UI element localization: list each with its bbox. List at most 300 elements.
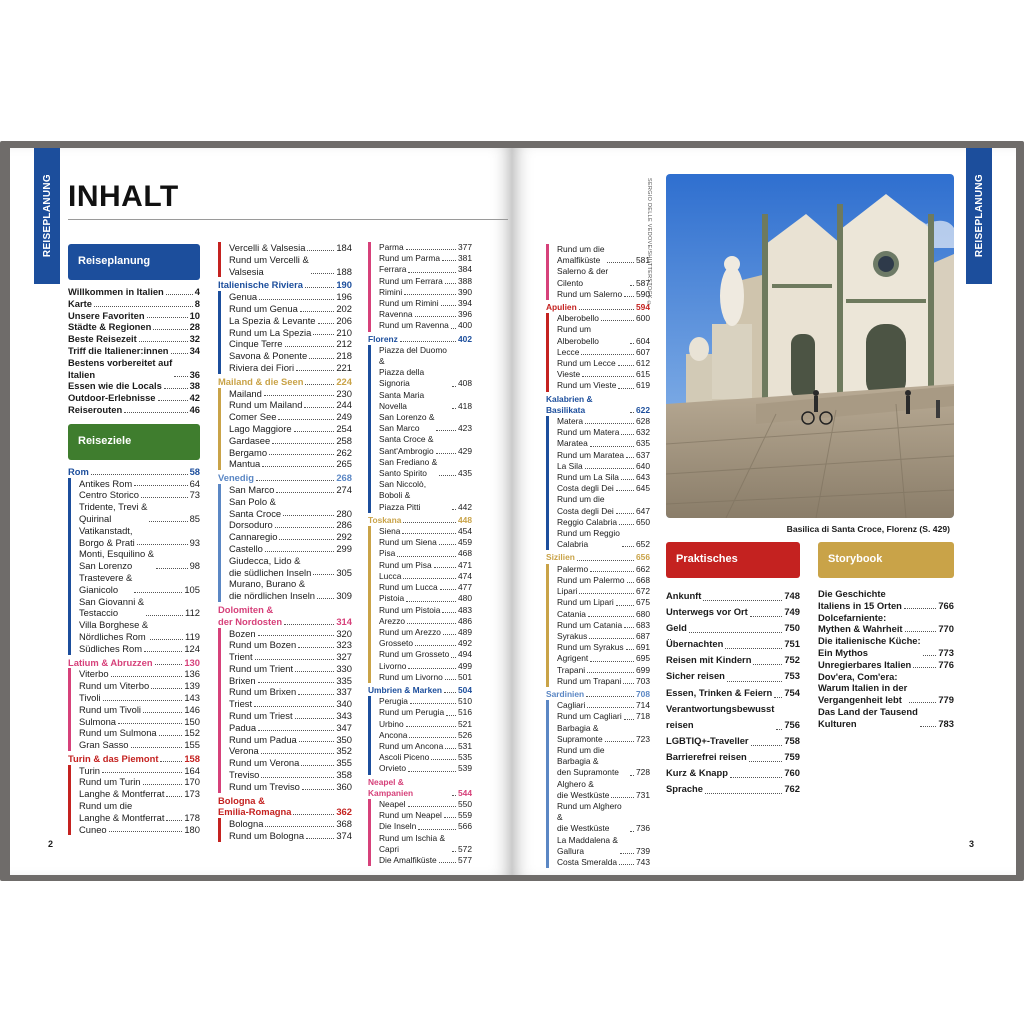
toc-entry-page: 483 <box>458 604 472 615</box>
dot-leader <box>299 741 335 742</box>
dot-leader <box>407 623 456 624</box>
dot-leader <box>623 683 634 684</box>
toc-entry-title: Agrigent <box>557 653 589 664</box>
toc-entry <box>666 749 800 765</box>
dot-leader <box>408 272 456 273</box>
toc-entry-title: Rund um Bologna <box>229 830 305 842</box>
toc-entry-title: Rund um Padua <box>229 733 297 745</box>
dot-leader <box>581 354 634 355</box>
dot-leader <box>402 533 456 534</box>
region-section <box>218 472 352 602</box>
dot-leader <box>300 311 335 312</box>
toc-entry-page: 34 <box>189 344 200 356</box>
toc-entry-page: 468 <box>458 548 472 559</box>
toc-entry-title: Rund um Arezzo <box>379 626 441 637</box>
region-heading <box>218 376 352 388</box>
region-heading <box>68 657 200 669</box>
region-heading-entry <box>546 552 650 563</box>
toc-entry-title: Rund um Salerno <box>557 288 623 299</box>
toc-entry-page: 758 <box>784 734 800 746</box>
toc-entry-title: Trient <box>229 651 253 663</box>
region-heading <box>218 604 352 628</box>
toc-entry-page: 480 <box>458 593 472 604</box>
toc-entry-page: 314 <box>336 615 352 627</box>
dot-leader <box>403 522 456 523</box>
dot-leader <box>626 649 634 650</box>
dot-leader <box>174 376 187 377</box>
toc-entry-title: Gardasee <box>229 434 271 446</box>
toc-entry <box>557 438 650 449</box>
toc-entry-title: Dolcefarniente: Mythen & Wahrheit <box>818 611 903 635</box>
toc-entry <box>379 696 472 707</box>
toc-entry-page: 501 <box>458 671 472 682</box>
toc-entry <box>379 627 472 638</box>
toc-entry-title: Pistoia <box>379 593 405 604</box>
toc-entry-page: 776 <box>938 658 954 670</box>
toc-entry-page: 173 <box>184 788 200 800</box>
region-section <box>546 689 650 868</box>
dot-leader <box>439 544 456 545</box>
region-heading-entry <box>218 279 352 291</box>
toc-entry <box>557 266 650 288</box>
toc-entry-title: Rund um Reggio Calabria <box>557 528 620 550</box>
dot-leader <box>619 524 634 525</box>
toc-entry-title: Trastevere & Gianicolo <box>79 571 133 595</box>
toc-entry-title: Kurz & Knapp <box>666 767 728 779</box>
toc-entry-title: Genua <box>229 291 258 303</box>
toc-entry-title: Verantwortungsbewusst reisen <box>666 702 775 730</box>
toc-entry-page: 4 <box>194 286 200 297</box>
toc-entry <box>79 478 200 490</box>
dot-leader <box>442 612 456 613</box>
toc-entry <box>79 596 200 620</box>
toc-entry-title: Rund um Catania <box>557 619 623 630</box>
dot-leader <box>440 589 456 590</box>
toc-entry <box>229 303 352 315</box>
toc-entry-page: 196 <box>336 291 352 303</box>
dot-leader <box>751 745 783 746</box>
toc-entry <box>229 651 352 663</box>
toc-entry <box>79 776 200 788</box>
toc-entry-title: Neapel & Kampanien <box>368 776 414 798</box>
dot-leader <box>439 862 456 863</box>
dot-leader <box>587 672 634 673</box>
dot-leader <box>143 712 182 713</box>
toc-entry-title: Triest <box>229 698 253 710</box>
dot-leader <box>305 287 334 288</box>
toc-entry-page: 362 <box>336 806 352 818</box>
dot-leader <box>904 608 936 609</box>
region-entries <box>218 484 352 602</box>
region-section <box>546 552 650 686</box>
toc-entry-title: Costa Smeralda <box>557 856 618 867</box>
toc-entry-page: 612 <box>636 358 650 369</box>
toc-entry-page: 38 <box>189 380 200 392</box>
toc-entry-title: San Marco <box>229 483 275 495</box>
toc-entry <box>79 765 200 777</box>
dot-leader <box>605 741 634 742</box>
toc-entry-title: Die Geschichte Italiens in 15 Orten <box>818 588 902 611</box>
toc-entry <box>379 390 472 412</box>
toc-entry <box>557 564 650 575</box>
toc-entry-page: 210 <box>336 326 352 338</box>
dot-leader <box>452 851 456 852</box>
region-heading-entry <box>368 777 472 799</box>
toc-entry <box>379 661 472 672</box>
dot-leader <box>294 431 335 432</box>
toc-entry-title: Unterwegs vor Ort <box>666 606 748 618</box>
toc-entry-page: 352 <box>336 745 352 757</box>
toc-entry <box>379 672 472 683</box>
toc-entry-page: 486 <box>458 615 472 626</box>
toc-entry-title: Reggio Calabria <box>557 516 618 527</box>
toc-entry <box>557 369 650 380</box>
region-entries <box>368 242 472 332</box>
dot-leader <box>278 419 334 420</box>
toc-entry-title: Die Amalfiküste <box>379 854 437 865</box>
dot-leader <box>452 509 456 510</box>
toc-entry-page: 783 <box>938 717 954 729</box>
dot-leader <box>410 703 456 704</box>
toc-entry-page: 650 <box>636 516 650 527</box>
dot-leader <box>616 490 634 491</box>
toc-entry-page: 254 <box>336 422 352 434</box>
toc-entry-page: 622 <box>636 404 650 415</box>
dot-leader <box>306 838 334 839</box>
toc-entry-title: Rund um Livorno <box>379 671 443 682</box>
region-entries <box>68 765 200 836</box>
toc-entry-title: Vatikanstadt, Borgo & Prati <box>79 524 135 548</box>
toc-entry <box>229 338 352 350</box>
dot-leader <box>400 341 456 342</box>
dot-leader <box>585 423 634 424</box>
toc-entry-title: Rund um Turin <box>79 776 141 788</box>
toc-entry-title: Bologna <box>229 818 264 830</box>
toc-entry-title: Triff die Italiener:innen <box>68 344 169 356</box>
toc-entry-page: 158 <box>184 752 200 764</box>
region-section <box>218 795 352 842</box>
dot-leader <box>444 692 456 693</box>
toc-entry <box>229 291 352 303</box>
toc-entry-title: Centro Storico <box>79 489 139 501</box>
dot-leader <box>705 793 782 794</box>
toc-entry <box>68 298 200 310</box>
toc-entry-title: Dov'era, Com'era: Warum Italien in der Vergangenheit lebt <box>818 670 908 706</box>
page-title: INHALT <box>68 180 179 213</box>
toc-entry <box>666 668 800 684</box>
toc-entry <box>229 543 352 555</box>
toc-entry-page: 292 <box>336 531 352 543</box>
region-heading-entry <box>218 472 352 484</box>
toc-entry <box>557 483 650 494</box>
toc-entry-title: La Spezia & Levante <box>229 314 316 326</box>
dot-leader <box>620 853 634 854</box>
toc-entry-title: Rund um Alghero & die Westküste <box>557 800 622 834</box>
toc-entry <box>379 571 472 582</box>
toc-entry <box>557 631 650 642</box>
dot-leader <box>444 817 456 818</box>
toc-entry-title: Vieste <box>557 369 581 380</box>
dot-leader <box>279 539 334 540</box>
region-section <box>68 753 200 836</box>
toc-entry-page: 736 <box>636 823 650 834</box>
dot-leader <box>150 639 183 640</box>
toc-entry-title: Urbino <box>379 718 404 729</box>
toc-entry-page: 691 <box>636 642 650 653</box>
reiseplanung-label: Reiseplanung <box>78 255 151 268</box>
dot-leader <box>626 457 634 458</box>
region-heading <box>546 552 650 563</box>
toc-entry-title: Siena <box>379 526 401 537</box>
dot-leader <box>753 664 782 665</box>
toc-entry-title: Perugia <box>379 696 408 707</box>
toc-entry-page: 429 <box>458 445 472 456</box>
dot-leader <box>408 771 456 772</box>
section-tab-left <box>34 148 60 284</box>
toc-entry <box>79 824 200 836</box>
dot-leader <box>587 707 634 708</box>
toc-entry-title: Rund um die Barbagia & den Supramonte <box>557 744 619 778</box>
toc-entry <box>666 685 800 701</box>
toc-entry-page: 327 <box>336 651 352 663</box>
toc-entry <box>229 628 352 640</box>
toc-entry <box>557 665 650 676</box>
toc-entry <box>557 244 650 266</box>
toc-entry <box>229 781 352 793</box>
dot-leader <box>408 806 456 807</box>
dot-leader <box>624 296 634 297</box>
toc-entry-page: 286 <box>336 519 352 531</box>
toc-entry <box>79 525 200 549</box>
dot-leader <box>579 593 634 594</box>
toc-entry <box>79 501 200 525</box>
toc-entry-title: Apulien <box>546 302 577 313</box>
toc-entry-page: 581 <box>636 255 650 266</box>
toc-entry-title: Villa Borghese & Nördliches Rom <box>79 619 149 642</box>
toc-entry <box>79 788 200 800</box>
dot-leader <box>134 485 187 486</box>
toc-entry <box>379 298 472 309</box>
toc-entry <box>557 416 650 427</box>
toc-entry-page: 184 <box>336 242 352 253</box>
toc-entry-page: 350 <box>336 733 352 745</box>
toc-entry <box>229 734 352 746</box>
toc-entry <box>557 472 650 483</box>
toc-entry <box>557 653 650 664</box>
toc-entry-title: Giudecca, Lido & die südlichen Inseln <box>229 554 312 578</box>
toc-entry-title: Rund um La Sila <box>557 472 619 483</box>
toc-entry <box>229 663 352 675</box>
dot-leader <box>630 775 634 776</box>
storybook-column <box>818 542 954 730</box>
toc-entry-page: 749 <box>784 606 800 618</box>
toc-entry-title: Castello <box>229 542 263 554</box>
toc-entry-title: Rund um Perugia <box>379 707 445 718</box>
toc-entry-title: Palermo <box>557 563 589 574</box>
toc-entry <box>79 692 200 704</box>
toc-entry-page: 268 <box>336 472 352 484</box>
toc-entry-page: 442 <box>458 501 472 512</box>
dot-leader <box>590 661 634 662</box>
toc-entry-page: 85 <box>189 512 200 524</box>
dot-leader <box>166 796 182 797</box>
toc-entry-page: 180 <box>184 823 200 835</box>
toc-entry <box>379 616 472 627</box>
storybook-list <box>818 588 954 730</box>
toc-entry-page: 330 <box>336 662 352 674</box>
dot-leader <box>149 521 187 522</box>
toc-entry-title: Salerno & der Cilento <box>557 266 609 288</box>
toc-entry-title: Karte <box>68 297 92 309</box>
toc-entry-page: 703 <box>636 675 650 686</box>
dot-leader <box>404 294 456 295</box>
toc-entry-title: Alberobello <box>557 313 599 324</box>
toc-entry <box>229 388 352 400</box>
toc-entry-title: Rund um Triest <box>229 710 293 722</box>
toc-entry-title: Treviso <box>229 769 260 781</box>
region-entries <box>68 668 200 751</box>
region-entries <box>68 478 200 655</box>
dot-leader <box>255 659 335 660</box>
toc-entry-title: San Giovanni & Testaccio <box>79 595 145 619</box>
dot-leader <box>118 723 182 724</box>
dot-leader <box>137 544 188 545</box>
toc-entry-page: 643 <box>636 472 650 483</box>
dot-leader <box>415 316 456 317</box>
toc-entry-page: 10 <box>189 309 200 321</box>
toc-entry <box>229 399 352 411</box>
toc-entry-title: San Frediano & Santo Spirito <box>379 456 438 479</box>
dot-leader <box>749 761 783 762</box>
toc-entry-title: Bestens vorbereitet auf Italien <box>68 356 173 380</box>
toc-entry-title: Unregierbares Italien <box>818 658 912 670</box>
toc-entry-title: Trapani <box>557 664 586 675</box>
toc-entry <box>379 833 472 855</box>
dot-leader <box>616 605 634 606</box>
toc-entry-page: 423 <box>458 423 472 434</box>
toc-entry <box>229 496 352 520</box>
toc-entry-page: 358 <box>336 769 352 781</box>
dot-leader <box>302 789 334 790</box>
dot-leader <box>309 358 334 359</box>
dot-leader <box>579 309 634 310</box>
toc-entry-title: Das Land der Tausend Kulturen <box>818 705 918 729</box>
toc-entry-title: Grosseto <box>379 638 413 649</box>
region-entries <box>218 628 352 793</box>
toc-entry-page: 309 <box>336 590 352 602</box>
dot-leader <box>144 651 182 652</box>
region-heading <box>368 334 472 345</box>
dot-leader <box>445 283 456 284</box>
toc-entry-page: 731 <box>636 789 650 800</box>
toc-entry-title: Rimini <box>379 286 403 297</box>
toc-entry-page: 750 <box>784 622 800 634</box>
toc-entry <box>666 733 800 749</box>
dot-leader <box>406 726 456 727</box>
toc-entry-page: 594 <box>636 302 650 313</box>
toc-entry-page: 190 <box>336 279 352 291</box>
toc-entry-title: Bergamo <box>229 446 268 458</box>
toc-entry-title: Rund um Neapel <box>379 810 442 821</box>
toc-entry-title: Ascoli Piceno <box>379 752 430 763</box>
dot-leader <box>406 249 456 250</box>
dot-leader <box>269 454 334 455</box>
toc-entry-title: Geld <box>666 622 687 634</box>
toc-entry-page: 471 <box>458 559 472 570</box>
toc-entry-page: 262 <box>336 446 352 458</box>
toc-entry-title: Arezzo <box>379 615 406 626</box>
toc-entry-page: 377 <box>458 242 472 252</box>
toc-entry-page: 656 <box>636 552 650 563</box>
toc-entry-page: 150 <box>184 715 200 727</box>
dot-leader <box>293 814 334 815</box>
toc-entry-page: 773 <box>938 646 954 658</box>
toc-entry-title: Murano, Burano & die nördlichen Inseln <box>229 578 315 602</box>
dot-leader <box>441 305 456 306</box>
toc-entry <box>229 686 352 698</box>
toc-entry <box>557 347 650 358</box>
region-entries <box>218 818 352 842</box>
toc-entry <box>379 434 472 456</box>
toc-entry-title: Toskana <box>368 514 402 525</box>
toc-entry-title: Vercelli & Valsesia <box>229 242 306 253</box>
toc-entry-title: Padua <box>229 721 257 733</box>
region-heading <box>368 685 472 696</box>
toc-entry-page: 143 <box>184 691 200 703</box>
toc-entry <box>79 668 200 680</box>
region-heading-entry <box>218 795 352 819</box>
toc-entry-title: Rund um Parma <box>379 253 440 264</box>
toc-entry <box>379 649 472 660</box>
toc-entry-page: 230 <box>336 387 352 399</box>
toc-entry <box>666 636 800 652</box>
dot-leader <box>730 777 782 778</box>
dot-leader <box>577 560 634 561</box>
toc-entry <box>557 723 650 745</box>
region-heading <box>546 689 650 700</box>
toc-entry-page: 590 <box>636 288 650 299</box>
toc-entry-page: 374 <box>336 830 352 842</box>
toc-entry-page: 402 <box>458 333 472 344</box>
dot-leader <box>258 730 334 731</box>
toc-entry <box>379 548 472 559</box>
toc-entry-title: Umbrien & Marken <box>368 684 442 695</box>
toc-entry-page: 360 <box>336 780 352 792</box>
toc-entry <box>229 315 352 327</box>
toc-entry-page: 390 <box>458 286 472 297</box>
dot-leader <box>589 638 634 639</box>
toc-entry <box>68 380 200 392</box>
toc-entry <box>818 659 954 671</box>
region-heading-entry <box>546 394 650 416</box>
toc-entry <box>229 710 352 722</box>
toc-entry-title: Savona & Ponente <box>229 350 308 362</box>
region-entries <box>546 313 650 391</box>
toc-entry <box>818 635 954 659</box>
toc-entry <box>557 801 650 835</box>
toc-entry-page: 305 <box>336 566 352 578</box>
toc-entry-title: Rund um die Langhe & Montferrat <box>79 800 165 823</box>
praktisches-label: Praktisches <box>676 553 738 566</box>
dot-leader <box>141 497 188 498</box>
toc-entry-page: 640 <box>636 460 650 471</box>
dot-leader <box>582 376 634 377</box>
toc-entry <box>666 652 800 668</box>
toc-entry <box>379 638 472 649</box>
toc-entry-page: 779 <box>938 694 954 706</box>
toc-entry-page: 510 <box>458 696 472 707</box>
toc-entry-page: 155 <box>184 739 200 751</box>
